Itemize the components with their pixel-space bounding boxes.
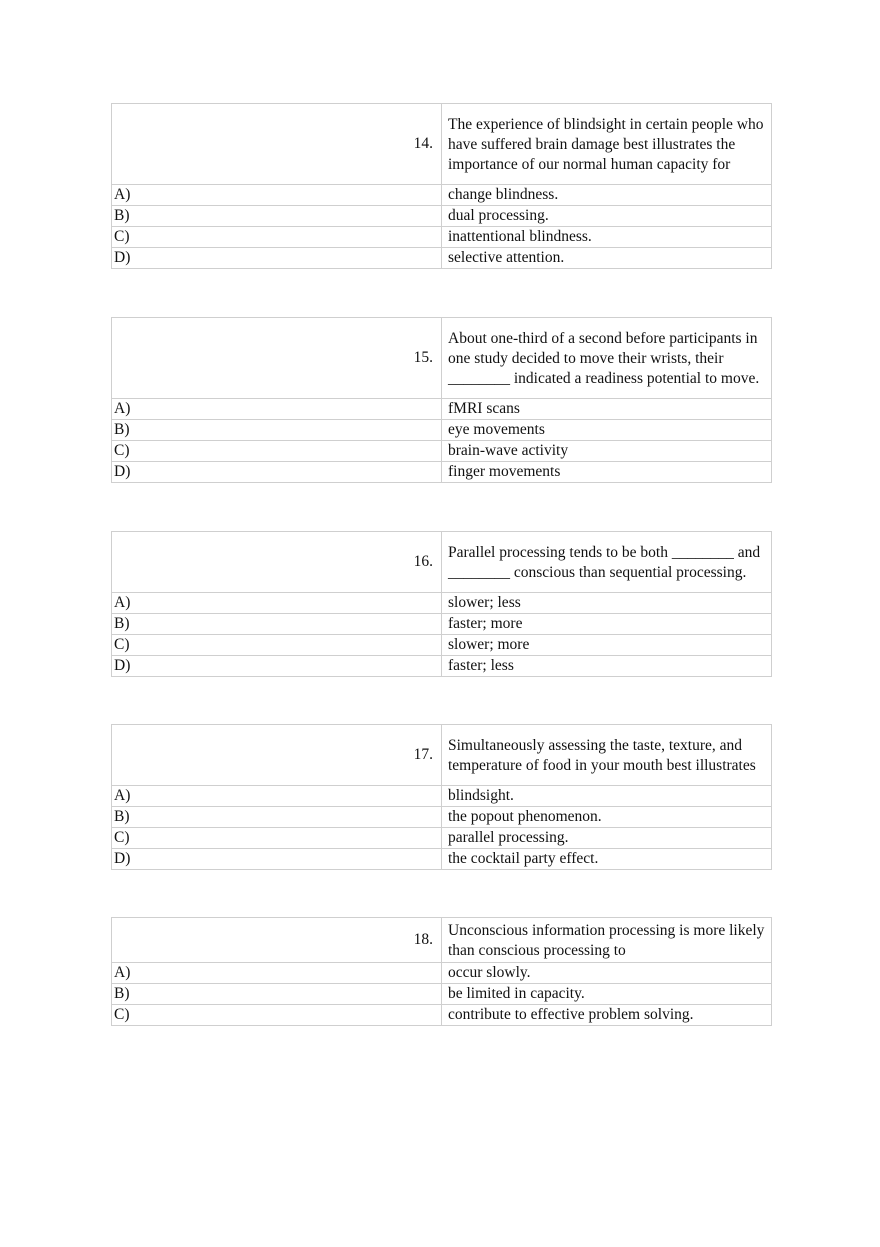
option-row-a [112,786,772,807]
option-text: contribute to effective problem solving. [442,1005,772,1026]
question-block-17 [111,724,772,870]
option-row-c [112,635,772,656]
question-row [112,532,772,593]
option-letter: C) [112,635,442,656]
option-letter: B) [112,206,442,227]
option-row-d [112,462,772,483]
option-letter: A) [112,185,442,206]
question-text: Unconscious information processing is more likely than conscious processing to [442,918,772,963]
option-row-c [112,441,772,462]
option-letter: D) [112,462,442,483]
option-row-d [112,248,772,269]
option-row-c [112,828,772,849]
option-row-a [112,399,772,420]
option-letter: B) [112,984,442,1005]
option-text: brain-wave activity [442,441,772,462]
option-letter: A) [112,963,442,984]
option-row-b [112,420,772,441]
option-text: slower; more [442,635,772,656]
option-letter: C) [112,1005,442,1026]
question-row [112,318,772,399]
option-row-c [112,1005,772,1026]
option-letter: D) [112,849,442,870]
option-text: blindsight. [442,786,772,807]
question-block-18 [111,917,772,1026]
option-row-b [112,984,772,1005]
option-row-b [112,614,772,635]
question-text: The experience of blindsight in certain people who have suffered brain damage best illustrates the importance of our normal human capacity for [442,104,772,185]
question-block-14 [111,103,772,269]
option-text: parallel processing. [442,828,772,849]
question-row [112,918,772,963]
question-text: About one-third of a second before participants in one study decided to move their wrists, their ________ indicated a readiness potential to move. [442,318,772,399]
question-number: 17. [112,725,442,786]
option-text: occur slowly. [442,963,772,984]
question-text: Parallel processing tends to be both ________ and ________ conscious than sequential processing. [442,532,772,593]
option-text: finger movements [442,462,772,483]
option-letter: A) [112,399,442,420]
option-row-b [112,206,772,227]
question-text: Simultaneously assessing the taste, texture, and temperature of food in your mouth best illustrates [442,725,772,786]
question-block-15 [111,317,772,483]
option-row-a [112,185,772,206]
option-text: be limited in capacity. [442,984,772,1005]
option-letter: C) [112,227,442,248]
option-letter: A) [112,593,442,614]
option-text: faster; less [442,656,772,677]
option-text: eye movements [442,420,772,441]
option-text: dual processing. [442,206,772,227]
option-row-d [112,656,772,677]
option-letter: B) [112,807,442,828]
option-text: the cocktail party effect. [442,849,772,870]
option-letter: B) [112,614,442,635]
option-letter: B) [112,420,442,441]
question-row [112,104,772,185]
option-row-a [112,963,772,984]
option-text: selective attention. [442,248,772,269]
option-row-d [112,849,772,870]
option-text: the popout phenomenon. [442,807,772,828]
option-text: change blindness. [442,185,772,206]
question-number: 18. [112,918,442,963]
question-number: 14. [112,104,442,185]
option-letter: D) [112,248,442,269]
question-row [112,725,772,786]
option-letter: C) [112,828,442,849]
option-text: inattentional blindness. [442,227,772,248]
option-text: faster; more [442,614,772,635]
question-number: 15. [112,318,442,399]
option-text: slower; less [442,593,772,614]
option-row-c [112,227,772,248]
option-row-b [112,807,772,828]
option-letter: A) [112,786,442,807]
option-letter: D) [112,656,442,677]
option-row-a [112,593,772,614]
option-letter: C) [112,441,442,462]
question-block-16 [111,531,772,677]
option-text: fMRI scans [442,399,772,420]
question-number: 16. [112,532,442,593]
